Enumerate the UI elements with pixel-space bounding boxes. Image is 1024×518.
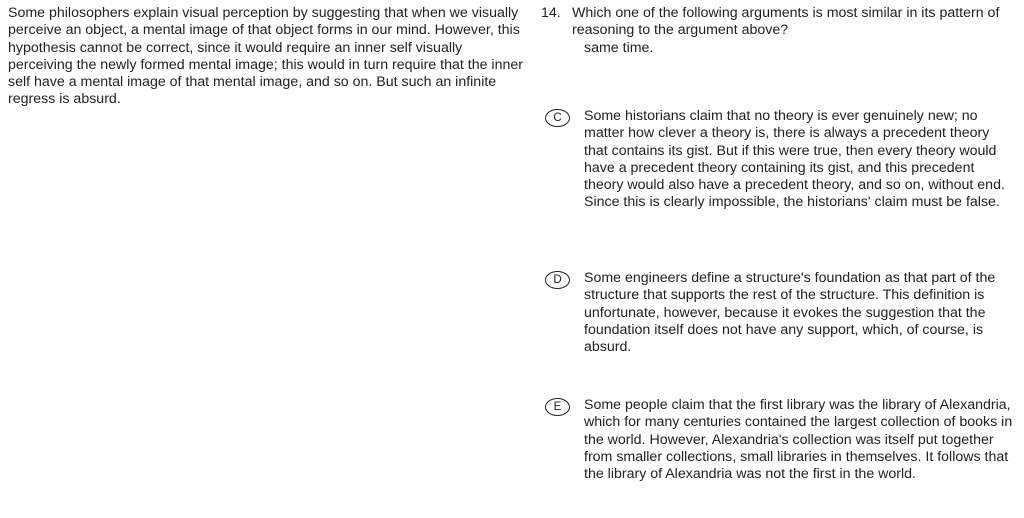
clipped-option-fragment: same time. <box>584 40 654 56</box>
passage-text: Some philosophers explain visual perception by suggesting that when we visually perceive an object, a mental image of that object forms in our mind. However, this hypothesis cannot be correct, since it would require an inner self visually perceiving the newly formed mental image; this would in turn require that the inner self have a mental image of that mental image, and so on. But such an infinite regress is absurd. <box>8 5 523 108</box>
option-d-text-body: Some engineers define a structure's foundation as that part of the structure that supports the rest of the structure. This definition is unfortunate, however, because it evokes the suggestion that the foundation itself does not have any support, which, of course, is absurd. <box>584 270 996 356</box>
option-c-bubble[interactable]: C <box>545 109 570 127</box>
option-e-text <box>584 397 1014 483</box>
question-stem: Which one of the following arguments is most similar in its pattern of reasoning to the argument above? <box>572 5 1000 39</box>
option-c-text <box>584 108 1014 212</box>
option-d-bubble[interactable]: D <box>545 271 570 289</box>
option-d-text <box>584 270 1014 356</box>
option-c-text-body: Some historians claim that no theory is ever genuinely new; no matter how clever a theory is, there is always a precedent theory that contains its gist. But if this were true, then every theory would have a precedent theory containing its gist, and this precedent theory would also have a precedent theory, and so on, without end. Since this is clearly impossible, the historians' claim must be false. <box>584 108 1005 211</box>
option-e-bubble[interactable]: E <box>545 398 570 416</box>
question-number: 14. <box>541 5 561 21</box>
option-e-text-body: Some people claim that the first library was the library of Alexandria, which for many centuries contained the largest collection of books in the world. However, Alexandria's collection was itself put together from smaller collections, small libraries in themselves. It follows that the library of Alexandria was not the first in the world. <box>584 397 1013 483</box>
clipped-option-text <box>584 40 784 65</box>
